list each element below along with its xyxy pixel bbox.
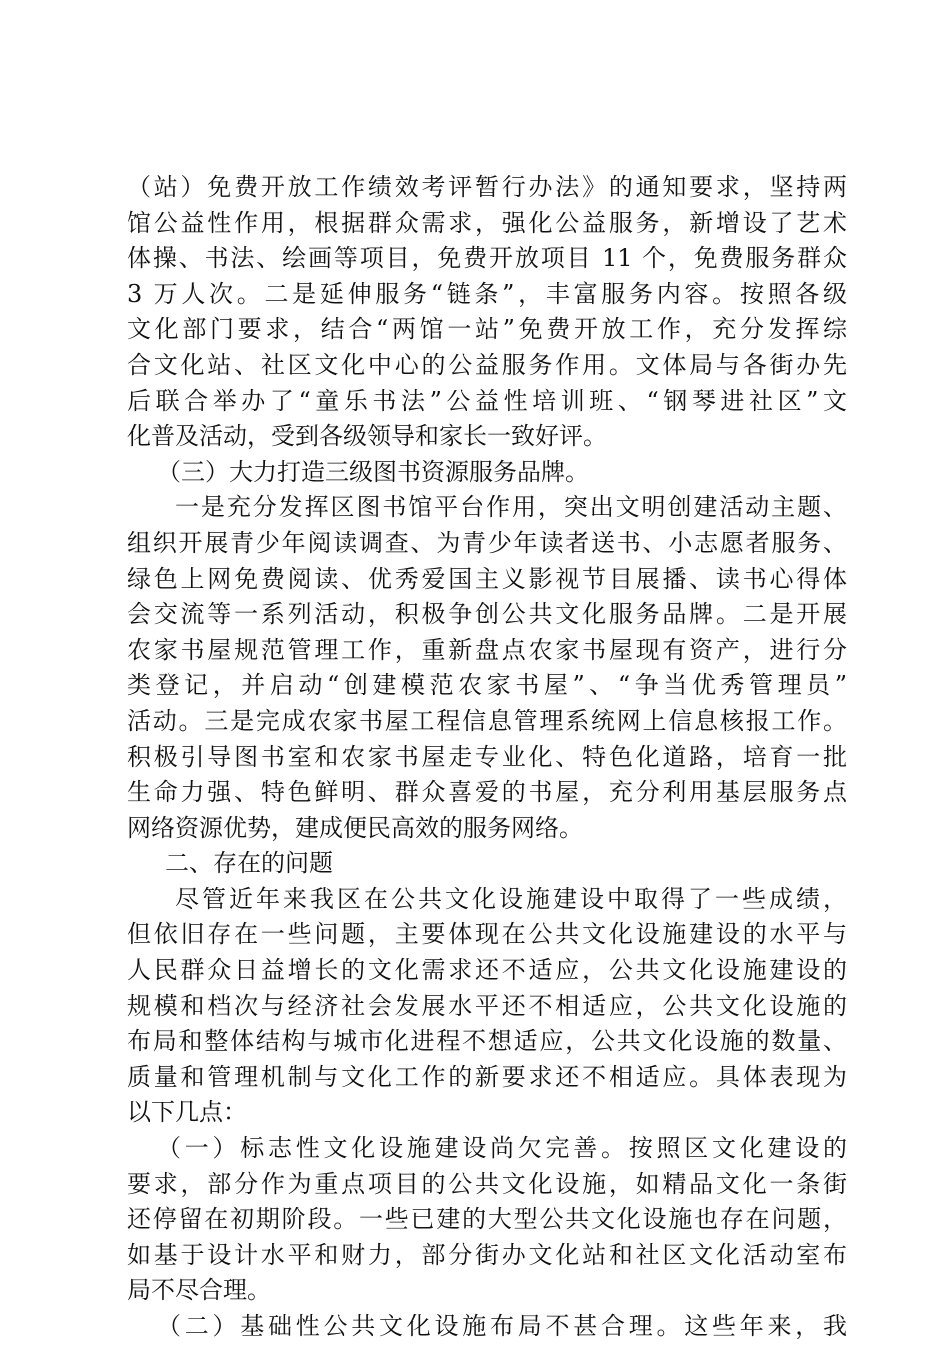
text-line: 规模和档次与经济社会发展水平还不相适应，公共文化设施的 [127, 991, 847, 1020]
text-line: 网络资源优势，建成便民高效的服务网络。 [127, 813, 583, 842]
text-line: 文化部门要求，结合“两馆一站”免费开放工作，充分发挥综 [127, 315, 847, 344]
text-line: 布局和整体结构与城市化进程不想适应，公共文化设施的数量、 [127, 1027, 847, 1056]
text-line: （一）标志性文化设施建设尚欠完善。按照区文化建设的 [157, 1134, 847, 1163]
text-line: （站）免费开放工作绩效考评暂行办法》的通知要求，坚持两 [127, 173, 847, 201]
document-body [127, 170, 847, 1345]
text-line: 会交流等一系列活动，积极争创公共文化服务品牌。二是开展 [127, 600, 847, 629]
text-line: （二）基础性公共文化设施布局不甚合理。这些年来，我 [157, 1312, 847, 1340]
text-line: 绿色上网免费阅读、优秀爱国主义影视节目展播、读书心得体 [127, 564, 847, 593]
text-line: 化普及活动，受到各级领导和家长一致好评。 [127, 422, 607, 451]
text-line: 积极引导图书室和农家书屋走专业化、特色化道路，培育一批 [127, 742, 847, 771]
text-line: 要求，部分作为重点项目的公共文化设施，如精品文化一条街 [127, 1169, 847, 1198]
text-line: 质量和管理机制与文化工作的新要求还不相适应。具体表现为 [127, 1062, 847, 1091]
text-line: 还停留在初期阶段。一些已建的大型公共文化设施也存在问题， [127, 1205, 847, 1234]
text-line: 类登记，并启动“创建模范农家书屋”、“争当优秀管理员” [127, 671, 847, 700]
text-line: 合文化站、社区文化中心的公益服务作用。文体局与各街办先 [127, 350, 847, 379]
section-heading: 二、存在的问题 [165, 849, 333, 878]
text-line: 一是充分发挥区图书馆平台作用，突出文明创建活动主题、 [175, 493, 847, 522]
text-line: 体操、书法、绘画等项目，免费开放项目 11 个，免费服务群众 [127, 244, 847, 273]
text-line: 活动。三是完成农家书屋工程信息管理系统网上信息核报工作。 [127, 706, 847, 735]
text-line: 尽管近年来我区在公共文化设施建设中取得了一些成绩， [175, 884, 847, 913]
text-line: 馆公益性作用，根据群众需求，强化公益服务，新增设了艺术 [127, 208, 847, 237]
text-line: （三）大力打造三级图书资源服务品牌。 [157, 457, 589, 486]
text-line: 以下几点： [127, 1098, 247, 1127]
text-line: 如基于设计水平和财力，部分街办文化站和社区文化活动室布 [127, 1240, 847, 1269]
text-line: 后联合举办了“童乐书法”公益性培训班、“钢琴进社区”文 [127, 386, 847, 415]
text-line: 组织开展青少年阅读调查、为青少年读者送书、小志愿者服务、 [127, 528, 847, 557]
text-line: 局不尽合理。 [127, 1276, 271, 1305]
text-line: 人民群众日益增长的文化需求还不适应，公共文化设施建设的 [127, 956, 847, 985]
text-line: 生命力强、特色鲜明、群众喜爱的书屋，充分利用基层服务点 [127, 778, 847, 807]
text-line: 3 万人次。二是延伸服务“链条”，丰富服务内容。按照各级 [127, 279, 847, 308]
text-line: 农家书屋规范管理工作，重新盘点农家书屋现有资产，进行分 [127, 635, 847, 664]
text-line: 但依旧存在一些问题，主要体现在公共文化设施建设的水平与 [127, 920, 847, 949]
